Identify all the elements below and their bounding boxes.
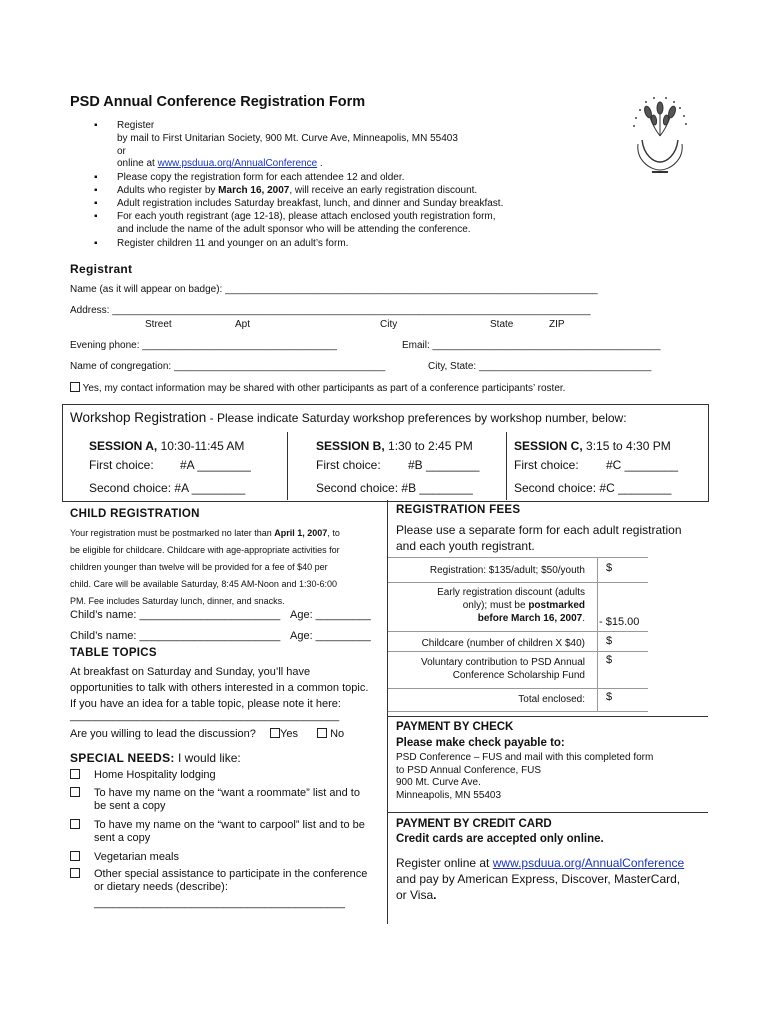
lead-discussion-question: Are you willing to lead the discussion? xyxy=(70,728,256,740)
session-b-header: SESSION B, 1:30 to 2:45 PM xyxy=(316,439,473,453)
session-a-second-choice[interactable]: Second choice: #A ________ xyxy=(89,481,246,495)
payment-card-heading: PAYMENT BY CREDIT CARD xyxy=(396,818,552,830)
list-item: Adult registration includes Saturday breakfast, lunch, and dinner and Sunday breakfast. xyxy=(117,198,504,209)
card-instructions: Register online at www.psduua.org/AnnualConference and pay by American Express, Discover, MasterCard, or Visa. xyxy=(396,856,685,902)
child-age-field[interactable]: Age: _________ xyxy=(290,609,371,621)
session-a-header: SESSION A, 10:30-11:45 AM xyxy=(89,439,245,453)
street-label: Street xyxy=(145,319,172,330)
city-label: City xyxy=(380,319,398,330)
special-need-checkbox[interactable] xyxy=(70,868,80,878)
zip-label: ZIP xyxy=(549,319,565,330)
session-a-first-label: First choice: xyxy=(89,458,154,472)
table-topics-text: At breakfast on Saturday and Sunday, you’ll have opportunities to talk with others interested in a common topic. If you have an idea for a table topic, please note it here: xyxy=(70,666,369,710)
special-need-option[interactable]: Vegetarian meals xyxy=(70,851,80,863)
session-b-first-label: First choice: xyxy=(316,458,381,472)
session-b-first-choice[interactable]: #B ________ xyxy=(408,458,480,472)
childcare-fee-amount[interactable]: $ xyxy=(606,635,613,647)
online-payment-link[interactable]: www.psduua.org/AnnualConference xyxy=(492,856,685,870)
bullet-icon: ▪ xyxy=(94,198,98,209)
fees-instructions: Please use a separate form for each adult registration and each youth registrant. xyxy=(396,523,682,553)
roster-consent-checkbox[interactable] xyxy=(70,382,80,392)
registration-fees-heading: REGISTRATION FEES xyxy=(396,504,521,516)
session-c-header: SESSION C, 3:15 to 4:30 PM xyxy=(514,439,671,453)
bullet-icon: ▪ xyxy=(94,185,98,196)
column-divider xyxy=(387,500,388,924)
page-title: PSD Annual Conference Registration Form xyxy=(70,94,366,110)
online-registration-link[interactable]: www.psduua.org/AnnualConference xyxy=(157,158,318,170)
apt-label: Apt xyxy=(235,319,251,330)
evening-phone-field[interactable]: Evening phone: ___________________________________ xyxy=(70,340,337,351)
special-needs-heading: SPECIAL NEEDS: I would like: xyxy=(70,751,241,765)
child-age-field[interactable]: Age: _________ xyxy=(290,630,371,642)
lead-no-checkbox[interactable] xyxy=(317,728,327,738)
voluntary-contribution-label: Voluntary contribution to PSD Annual Conference Scholarship Fund xyxy=(421,657,585,681)
list-item: Register children 11 and younger on an adult’s form. xyxy=(117,238,349,249)
payment-check-payee: Please make check payable to: xyxy=(396,737,565,749)
check-mailing-address: PSD Conference – FUS and mail with this completed form to PSD Annual Conference, FUS 900 Mt. Curve Ave. Minneapolis, MN 55403 xyxy=(396,752,654,801)
child-registration-heading: CHILD REGISTRATION xyxy=(70,508,200,520)
registrant-heading: Registrant xyxy=(70,262,133,276)
special-need-option[interactable]: Home Hospitality lodging xyxy=(70,769,80,781)
email-field[interactable]: Email: _________________________________________ xyxy=(402,340,661,351)
list-item: Register by mail to First Unitarian Society, 900 Mt. Curve Ave, Minneapolis, MN 55403 or online at www.psduua.org/AnnualConference . xyxy=(117,120,458,170)
lead-no-option[interactable]: No xyxy=(317,728,344,740)
list-item: Adults who register by March 16, 2007, will receive an early registration discount. xyxy=(117,185,478,196)
address-field[interactable]: Address: ______________________________________________________________________________________ xyxy=(70,305,591,316)
childcare-fee-label: Childcare (number of children X $40) xyxy=(421,638,585,649)
bullet-icon: ▪ xyxy=(94,211,98,222)
special-need-checkbox[interactable] xyxy=(70,787,80,797)
special-needs-describe-field[interactable]: _________________________________________ xyxy=(94,897,345,909)
early-discount-label: Early registration discount (adults only); must be postmarked before March 16, 2007. xyxy=(437,587,585,624)
payment-check-heading: PAYMENT BY CHECK xyxy=(396,721,514,733)
special-need-checkbox[interactable] xyxy=(70,819,80,829)
early-discount-amount: - $15.00 xyxy=(599,616,640,628)
child-name-field[interactable]: Child’s name: _______________________ xyxy=(70,630,281,642)
session-c-first-choice[interactable]: #C ________ xyxy=(606,458,679,472)
payment-card-note: Credit cards are accepted only online. xyxy=(396,833,604,845)
table-topic-field[interactable]: ____________________________________________ xyxy=(70,710,340,722)
total-enclosed-amount[interactable]: $ xyxy=(606,691,613,703)
bullet-icon: ▪ xyxy=(94,238,98,249)
session-c-second-choice[interactable]: Second choice: #C ________ xyxy=(514,481,672,495)
total-enclosed-label: Total enclosed: xyxy=(518,694,585,705)
bullet-icon: ▪ xyxy=(94,172,98,183)
special-need-option[interactable]: Other special assistance to participate in the conference or dietary needs (describe): xyxy=(70,868,80,880)
list-item: Please copy the registration form for each attendee 12 and older. xyxy=(117,172,405,183)
session-c-first-label: First choice: xyxy=(514,458,579,472)
badge-name-field[interactable]: Name (as it will appear on badge): ___________________________________________________________________ xyxy=(70,284,598,295)
city-state-field[interactable]: City, State: _______________________________ xyxy=(428,361,652,372)
state-label: State xyxy=(490,319,514,330)
wheat-chalice-logo xyxy=(628,96,692,176)
child-registration-text: Your registration must be postmarked no later than April 1, 2007, to be eligible for childcare. Childcare with age-appropriate activities for children younger than twelve will be provided for a fee of $40 per child. Care will be available Saturday, 8:45 AM-Noon and 1:30-6:00 PM. Fee includes Saturday lunch, dinner, and snacks. xyxy=(70,528,340,606)
workshop-heading: Workshop Registration - Please indicate Saturday workshop preferences by workshop number, below: xyxy=(70,410,627,425)
child-name-field[interactable]: Child’s name: _______________________ xyxy=(70,609,281,621)
voluntary-contribution-amount[interactable]: $ xyxy=(606,654,613,666)
special-need-checkbox[interactable] xyxy=(70,769,80,779)
congregation-field[interactable]: Name of congregation: ______________________________________ xyxy=(70,361,386,372)
session-a-first-choice[interactable]: #A ________ xyxy=(180,458,251,472)
list-item: For each youth registrant (age 12-18), please attach enclosed youth registration form, and include the name of the adult sponsor who will be attending the conference. xyxy=(117,211,496,235)
registration-fee-label: Registration: $135/adult; $50/youth xyxy=(429,565,585,576)
bullet-icon: ▪ xyxy=(94,120,98,131)
session-b-second-choice[interactable]: Second choice: #B ________ xyxy=(316,481,473,495)
roster-consent: Yes, my contact information may be shared with other participants as part of a conference participants’ roster. xyxy=(70,382,565,394)
registration-fee-amount[interactable]: $ xyxy=(606,562,613,574)
table-topics-heading: TABLE TOPICS xyxy=(70,647,157,659)
special-need-checkbox[interactable] xyxy=(70,851,80,861)
lead-yes-checkbox[interactable] xyxy=(270,728,280,738)
lead-yes-option[interactable]: Yes xyxy=(270,728,298,740)
special-need-option[interactable]: To have my name on the “want to carpool” list and to be sent a copy xyxy=(70,819,80,831)
special-need-option[interactable]: To have my name on the “want a roommate” list and to be sent a copy xyxy=(70,787,80,799)
